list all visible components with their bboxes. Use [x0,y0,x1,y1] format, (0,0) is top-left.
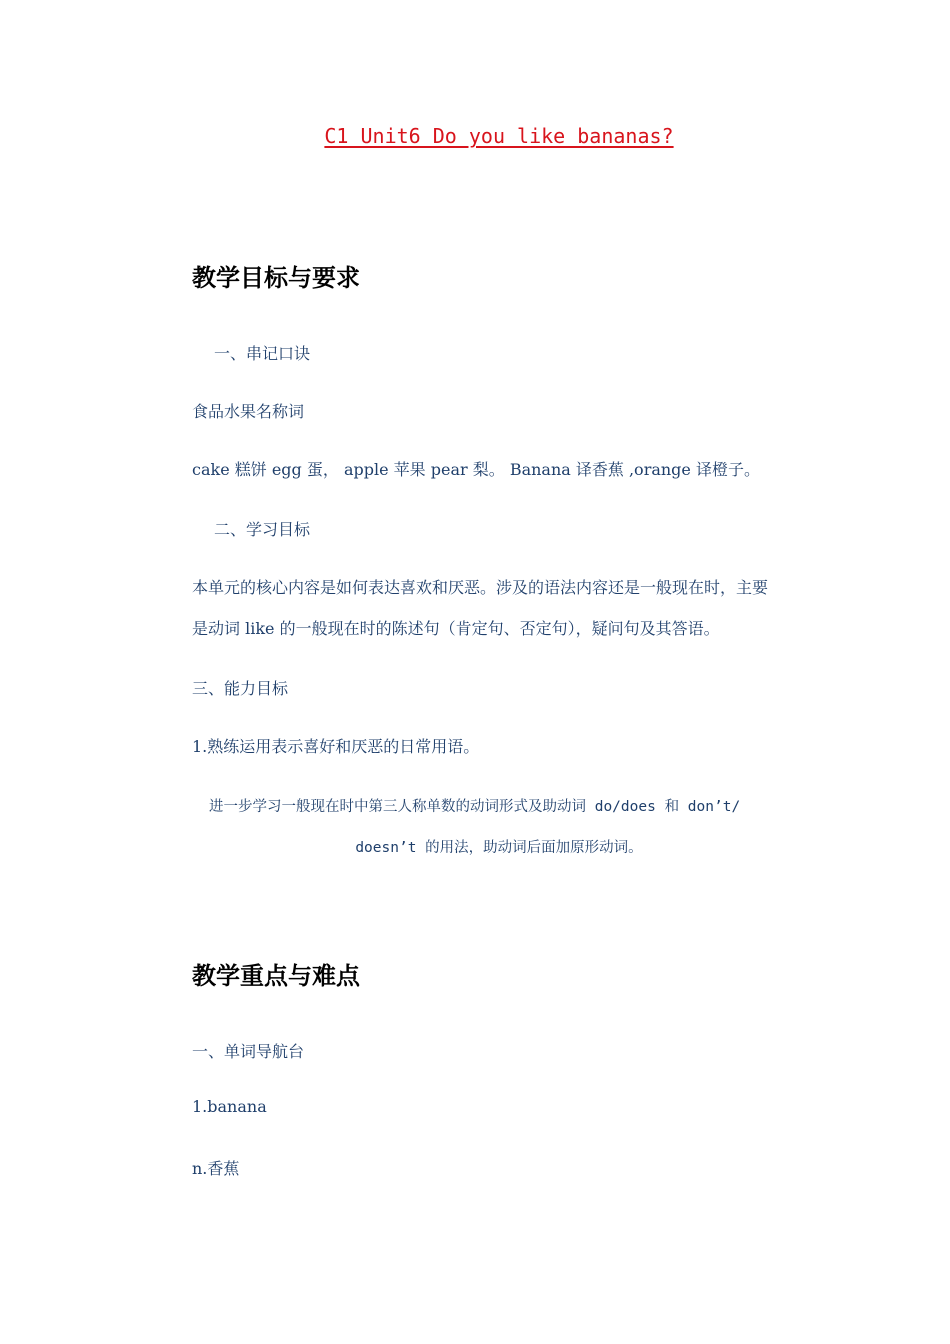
ability-goal-1: 1.熟练运用表示喜好和厌恶的日常用语。 [192,737,480,756]
ability-goal-2-line-1: 进一步学习一般现在时中第三人称单数的动词形式及助动词 do/does 和 don’t/ [209,799,741,815]
document-title: C1 Unit6 Do you like bananas? [324,124,674,148]
ability-goals-label: 三、能力目标 [192,679,289,698]
section-heading-key-points: 教学重点与难点 [192,961,360,990]
word-navigation-label: 一、单词导航台 [192,1042,305,1061]
food-words-line: cake 糕饼 egg 蛋， apple 苹果 pear 梨。 Banana 译香蕉 ,orange 译橙子。 [192,460,760,479]
vocab-word-1-meaning: n.香蕉 [192,1159,240,1178]
learning-goals-line-1: 本单元的核心内容是如何表达喜欢和厌恶。涉及的语法内容还是一般现在时，主要 [192,578,769,597]
section-heading-objectives: 教学目标与要求 [192,263,360,292]
learning-goals-line-2: 是动词 like 的一般现在时的陈述句（肯定句、否定句），疑问句及其答语。 [192,619,720,638]
food-words-label: 食品水果名称词 [192,402,305,421]
learning-goals-label: 二、学习目标 [214,520,311,539]
vocab-word-1: 1.banana [192,1097,267,1116]
ability-goal-2-line-2: doesn’t 的用法，助动词后面加原形动词。 [355,840,643,856]
mnemonic-label: 一、串记口诀 [214,344,311,363]
